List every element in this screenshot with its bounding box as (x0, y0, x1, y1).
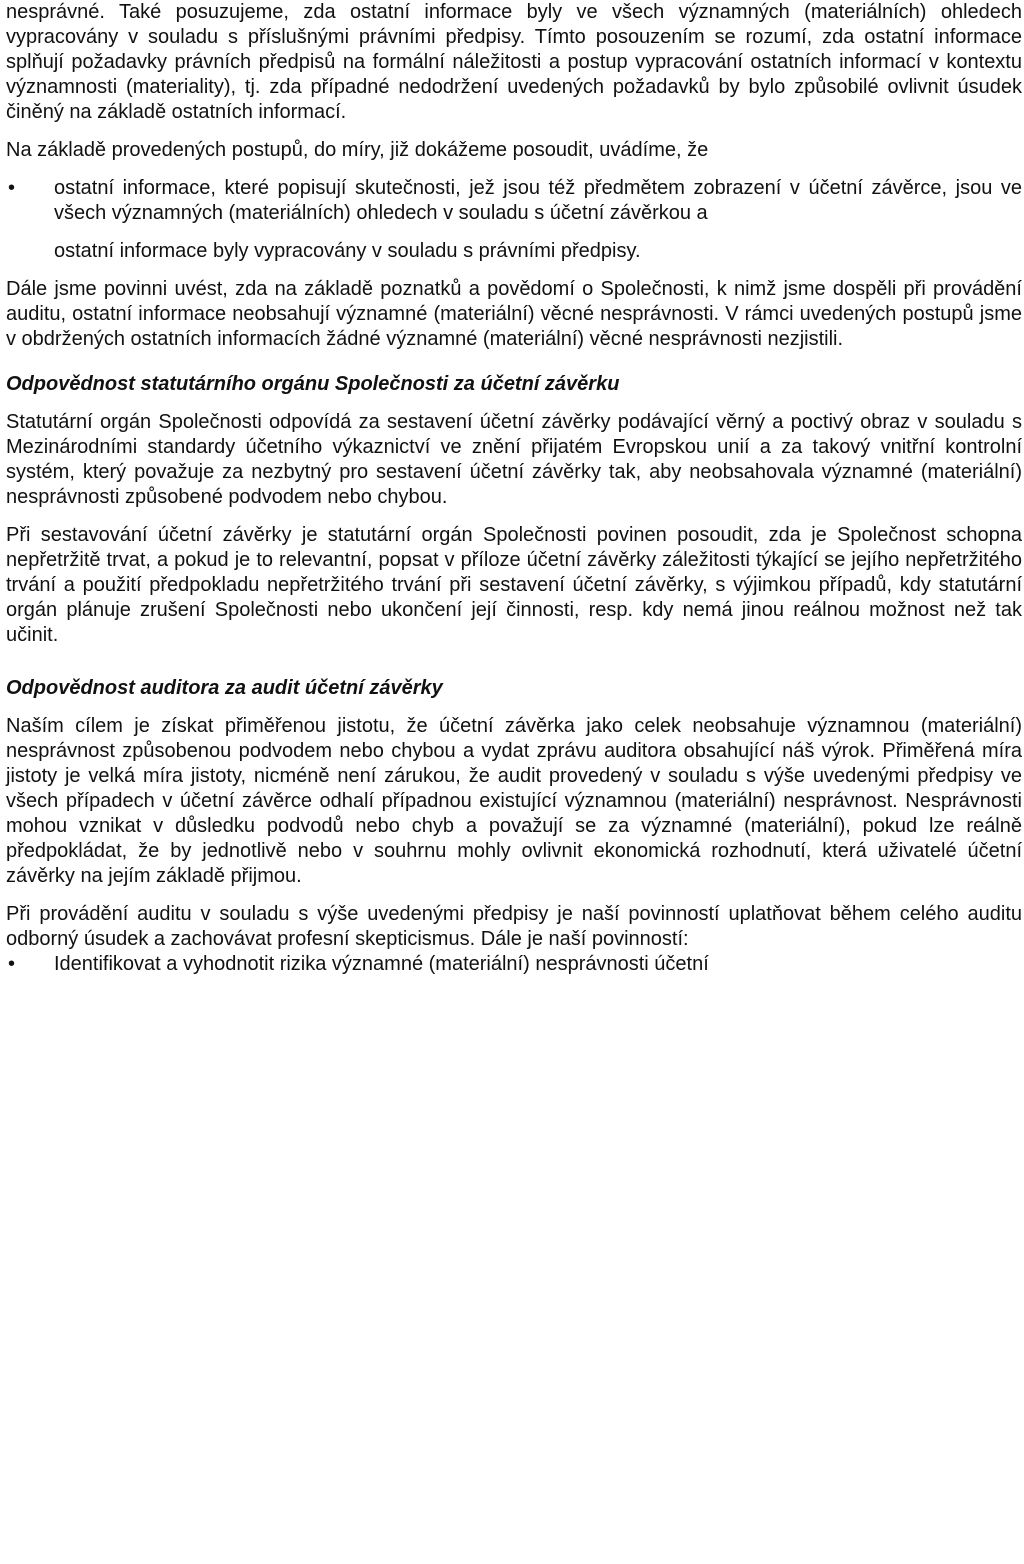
section-heading-management-responsibility: Odpovědnost statutárního orgánu Společnosti za účetní závěrku (6, 373, 620, 395)
bullet-text: ostatní informace, které popisují skutečnosti, jež jsou též předmětem zobrazení v účetní závěrce, jsou ve všech významných (materiálních) ohledech v souladu s účetní závěrkou a (54, 177, 1022, 224)
section-heading-auditor-responsibility: Odpovědnost auditora za audit účetní závěrky (6, 677, 443, 699)
paragraph-going-concern: Při sestavování účetní závěrky je statutární orgán Společnosti povinen posoudit, zda je Společnost schopna nepřetržitě trvat, a pokud je to relevantní, popsat v příloze účetní závěrky záležitosti týkající se jejího nepřetržitého trvání a použití předpokladu nepřetržitého trvání při sestavení účetní závěrky, s výjimkou případů, kdy statutární orgán plánuje zrušení Společnosti nebo ukončení její činnosti, resp. kdy nemá jinou reálnou možnost než tak učinit. (6, 524, 1022, 646)
list-item (6, 952, 1022, 977)
paragraph-audit-objective: Naším cílem je získat přiměřenou jistotu, že účetní závěrka jako celek neobsahuje významnou (materiální) nesprávnost způsobenou podvodem nebo chybou a vydat zprávu auditora obsahující náš výrok. Přiměřená míra jistoty je velká míra jistoty, nicméně není zárukou, že audit provedený v souladu s výše uvedenými předpisy ve všech případech v účetní závěrce odhalí případnou existující významnou (materiální) nesprávnost. Nesprávnosti mohou vznikat v důsledku podvodů nebo chyb a považují se za významné (materiální), pokud lze reálně předpokládat, že by jednotlivě nebo v souhrnu mohly ovlivnit ekonomická rozhodnutí, která uživatelé účetní závěrky na jejím základě přijmou. (6, 715, 1022, 887)
bullet-icon: • (8, 177, 16, 199)
paragraph-management-responsibility: Statutární orgán Společnosti odpovídá za sestavení účetní závěrky podávající věrný a poctivý obraz v souladu s Mezinárodními standardy účetního výkaznictví ve znění přijatém Evropskou unií a za takový vnitřní kontrolní systém, který považuje za nezbytný pro sestavení účetní závěrky tak, aby neobsahovala významné (materiální) nesprávnosti způsobené podvodem nebo chybou. (6, 411, 1022, 508)
list-item (6, 239, 1022, 264)
bullet-text: Identifikovat a vyhodnotit rizika významné (materiální) nesprávnosti účetní (54, 953, 709, 975)
paragraph-procedures-intro: Na základě provedených postupů, do míry, již dokážeme posoudit, uvádíme, že (6, 139, 709, 161)
bullet-icon: • (8, 953, 16, 975)
bullet-text: ostatní informace byly vypracovány v souladu s právními předpisy. (54, 240, 641, 262)
document-page (6, 0, 1022, 977)
paragraph-other-information-assessment: nesprávné. Také posuzujeme, zda ostatní informace byly ve všech významných (materiálních) ohledech vypracovány v souladu s příslušnými právními předpisy. Tímto posouzením se rozumí, zda ostatní informace splňují požadavky právních předpisů na formální náležitosti a postup vypracování ostatních informací v kontextu významnosti (materiality), tj. zda případné nedodržení uvedených požadavků by bylo způsobilé ovlivnit úsudek činěný na základě ostatních informací. (6, 1, 1022, 123)
paragraph-no-misstatements: Dále jsme povinni uvést, zda na základě poznatků a povědomí o Společnosti, k nimž jsme dospěli při provádění auditu, ostatní informace neobsahují významné (materiální) věcné nesprávnosti. V rámci uvedených postupů jsme v obdržených ostatních informacích žádné významné (materiální) věcné nesprávnosti nezjistili. (6, 278, 1022, 350)
paragraph-professional-judgement: Při provádění auditu v souladu s výše uvedenými předpisy je naší povinností uplatňovat během celého auditu odborný úsudek a zachovávat profesní skepticismus. Dále je naší povinností: (6, 903, 1022, 950)
list-item (6, 176, 1022, 226)
